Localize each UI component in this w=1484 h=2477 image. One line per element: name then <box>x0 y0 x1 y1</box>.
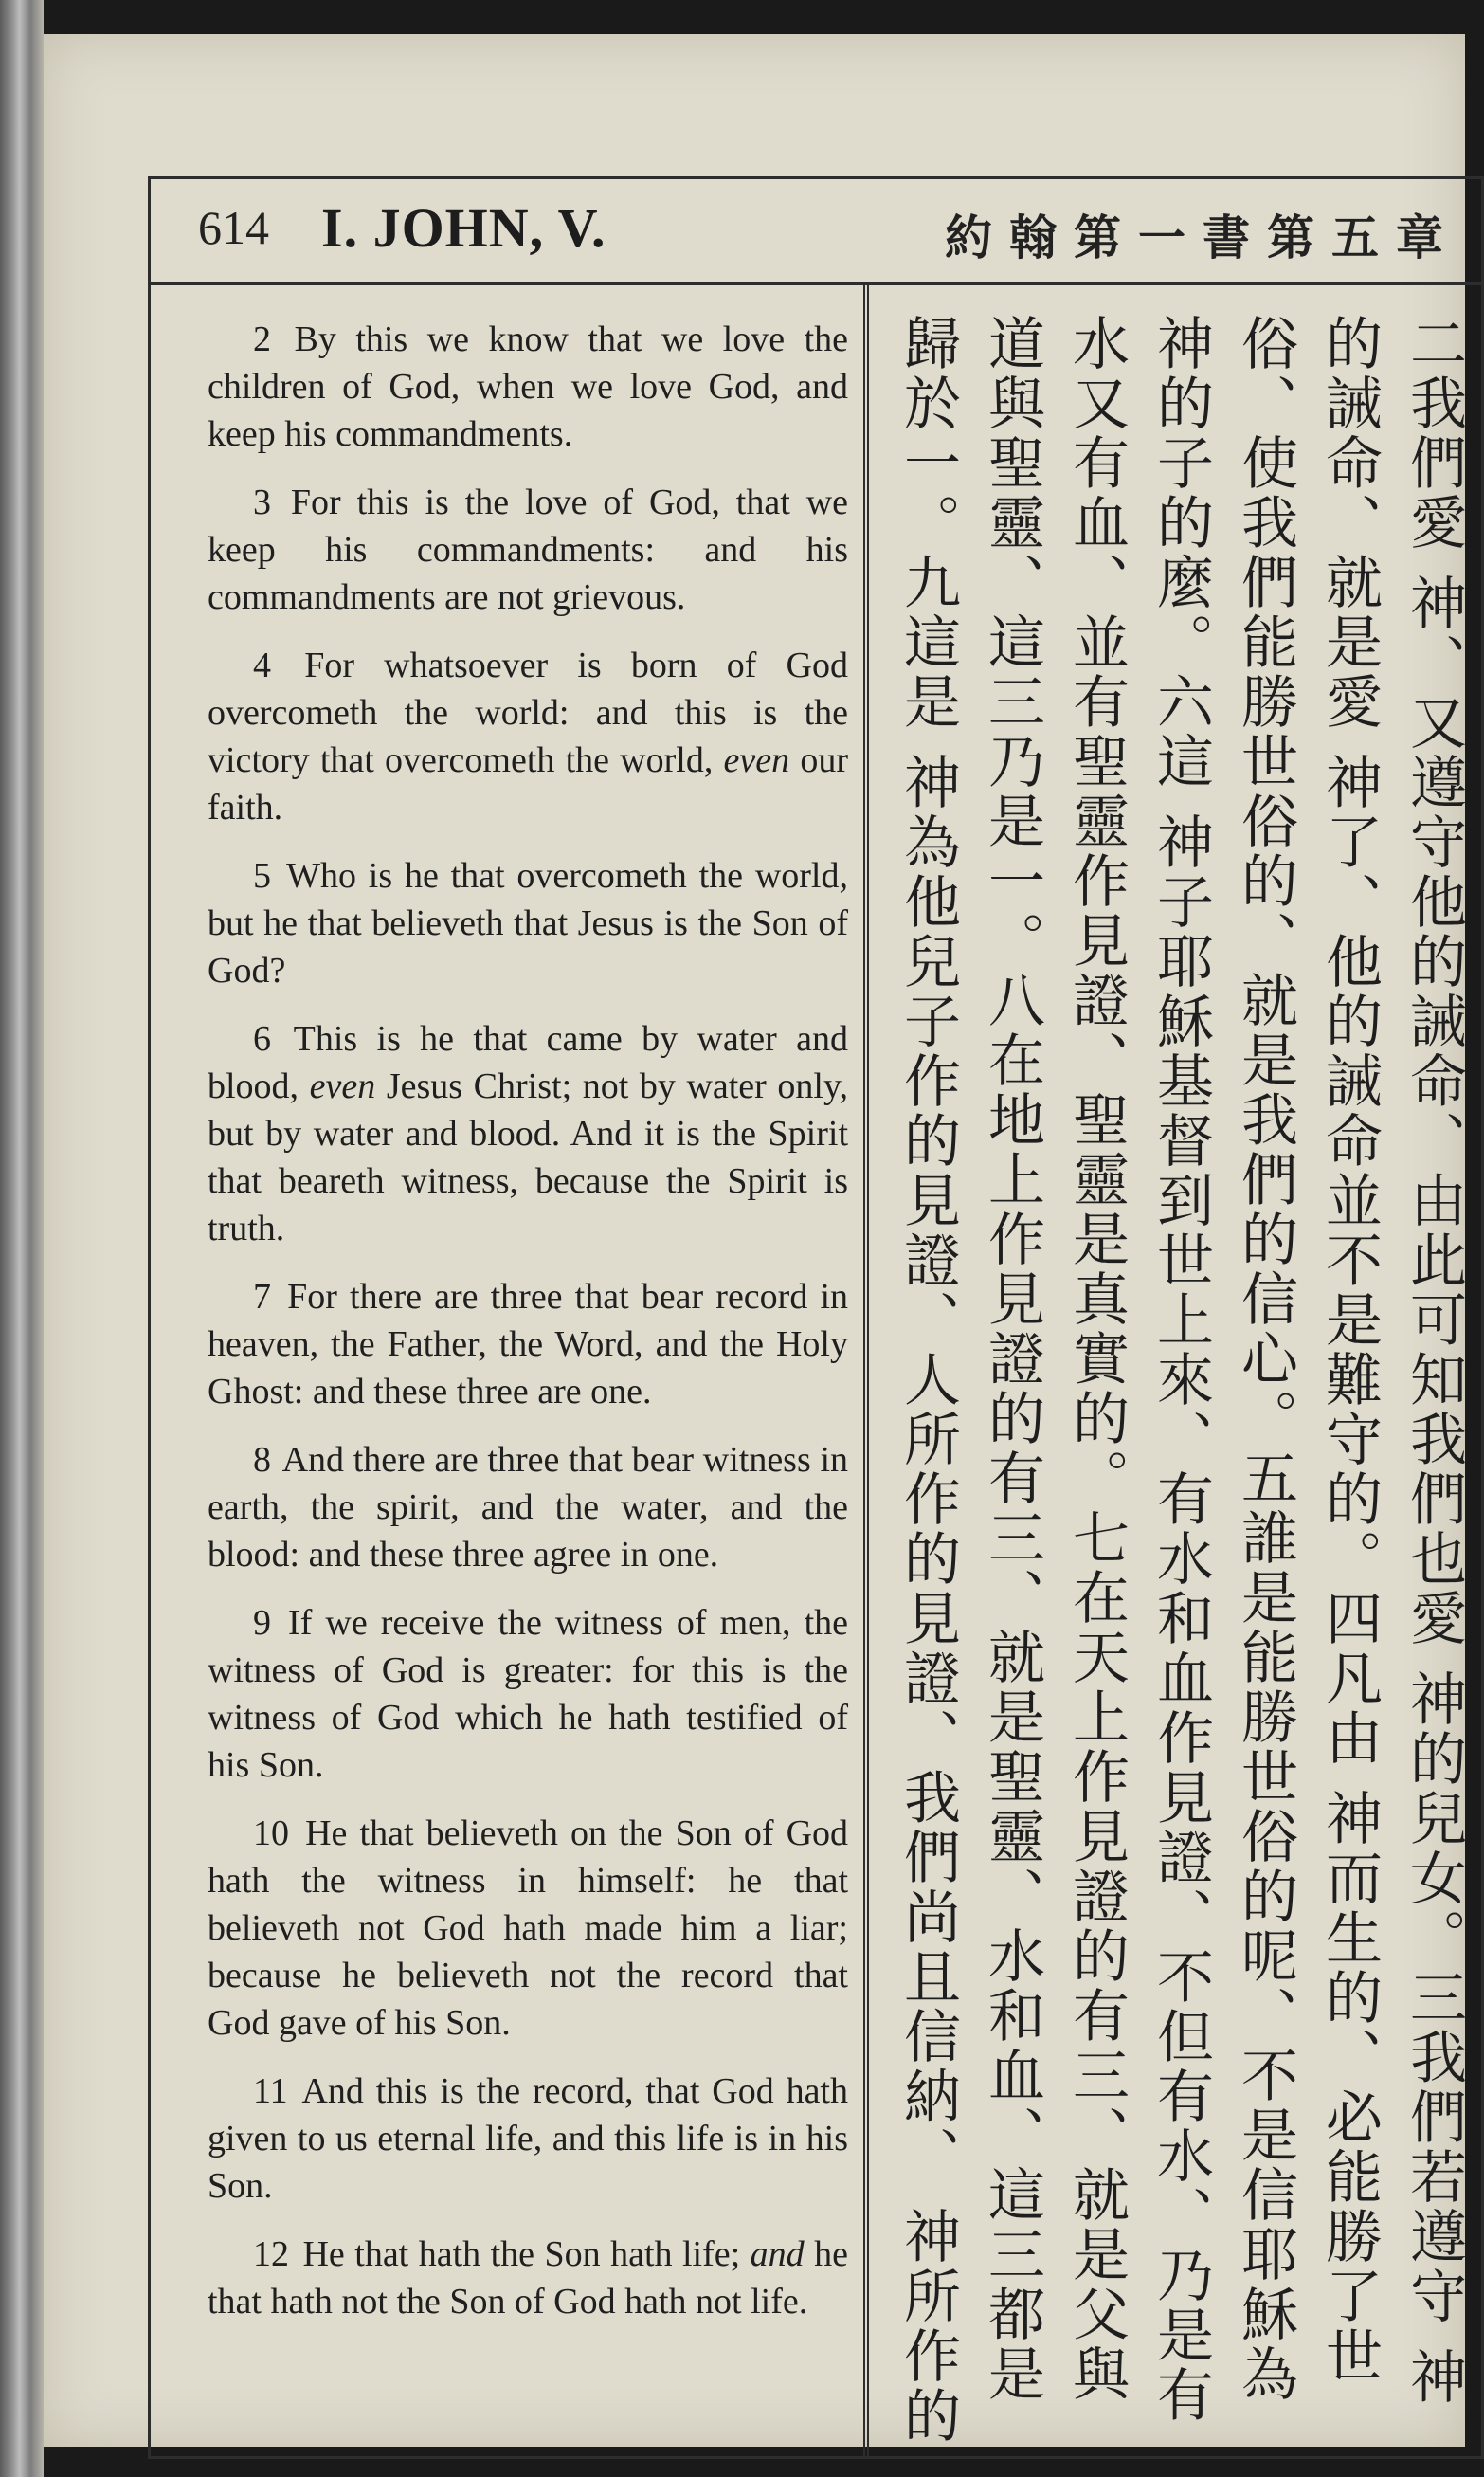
english-column <box>151 285 861 2456</box>
verse-3 <box>208 479 848 621</box>
verse-number: 5 <box>253 856 271 896</box>
verse-10 <box>208 1810 848 2047</box>
verse-number: 8 <box>253 1440 271 1480</box>
verse-number: 9 <box>253 1603 271 1643</box>
verse-number: 6 <box>253 1019 271 1059</box>
verse-number: 12 <box>253 2234 289 2274</box>
book-page <box>44 34 1465 2447</box>
verse-text: For whatsoever is born of God overcometh the world: and this is the victory that overcometh the world, <box>208 646 848 780</box>
verse-number: 10 <box>253 1813 289 1853</box>
verse-8 <box>208 1436 848 1578</box>
verse-text: And this is the record, that God hath given to us eternal life, and this life is in his Son. <box>208 2071 848 2206</box>
verse-text: our faith. <box>208 740 848 828</box>
verse-text: For there are three that bear record in heaven, the Father, the Word, and the Holy Ghost: and these three are one. <box>208 1277 849 1412</box>
verse-text: If we receive the witness of men, the witness of God is greater: for this is the witness of God which he hath testified of his Son. <box>208 1603 848 1785</box>
chinese-vertical-text: 二我們愛 神、又遵守他的誡命、由此可知我們也愛 神的兒女。三我們若遵守 神的誡命、就是愛 神了、他的誡命並不是難守的。四凡由 神而生的、必能勝了世俗、使我們能勝世俗的、就是我們的信心。五誰是能勝世俗的呢、不是信耶穌為 神的子的麼。六這 神子耶穌基督到世上來、有水和血作見證、不但有水、乃是有水又有血、並有聖靈作見證、聖靈是真實的。七在天上作見證的有三、就是父與道與聖靈、這三乃是一。八在地上作見證的有三、就是聖靈、水和血、這三都是歸於一。九這是 神為他兒子作的見證、人所作的見證、我們尚且信納、 神所作的 <box>895 314 1467 2447</box>
verse-text: This is he that came by water and blood, <box>208 1019 848 1106</box>
verse-number: 3 <box>253 483 271 522</box>
chinese-running-title: 約翰第一書第五章 <box>945 210 1460 265</box>
verse-text: By this we know that we love the children of God, when we love God, and keep his commandments. <box>208 319 848 454</box>
verse-9 <box>208 1599 848 1789</box>
verse-text: he that hath not the Son of God hath not life. <box>208 2234 849 2322</box>
verse-text: And there are three that bear witness in earth, the spirit, and the water, and the blood: and these three agree in one. <box>208 1440 848 1575</box>
verse-number: 4 <box>253 646 271 685</box>
chinese-column <box>880 285 1475 2456</box>
running-title: I. JOHN, V. <box>321 197 606 259</box>
verse-italic: even <box>309 1066 376 1106</box>
verse-number: 11 <box>253 2071 288 2111</box>
verse-text: He that hath the Son hath life; <box>302 2234 751 2274</box>
verse-number: 2 <box>253 319 271 359</box>
column-divider <box>863 285 869 2458</box>
verse-text: He that believeth on the Son of God hath the witness in himself: he that believeth not God hath made him a liar; because he believeth not the record that God gave of his Son. <box>208 1813 849 2043</box>
verse-number: 7 <box>253 1277 271 1317</box>
page-number: 614 <box>198 201 269 254</box>
verse-text: Jesus Christ; not by water only, but by water and blood. And it is the Spirit that beareth witness, because the Spirit is truth. <box>208 1066 849 1248</box>
book-spine-edge <box>0 0 44 2477</box>
verse-5 <box>208 852 848 994</box>
verse-italic: even <box>723 740 790 780</box>
verse-11 <box>208 2067 848 2210</box>
verse-text: For this is the love of God, that we keep his commandments: and his commandments are not grievous. <box>208 483 848 617</box>
verse-text: Who is he that overcometh the world, but he that believeth that Jesus is the Son of God? <box>208 856 848 991</box>
page-frame <box>148 176 1484 2459</box>
verse-4 <box>208 642 848 831</box>
page-header <box>151 179 1481 285</box>
verse-2 <box>208 316 848 458</box>
verse-italic: and <box>750 2234 805 2274</box>
verse-6 <box>208 1015 848 1252</box>
verse-7 <box>208 1273 848 1415</box>
verse-12 <box>208 2231 848 2325</box>
